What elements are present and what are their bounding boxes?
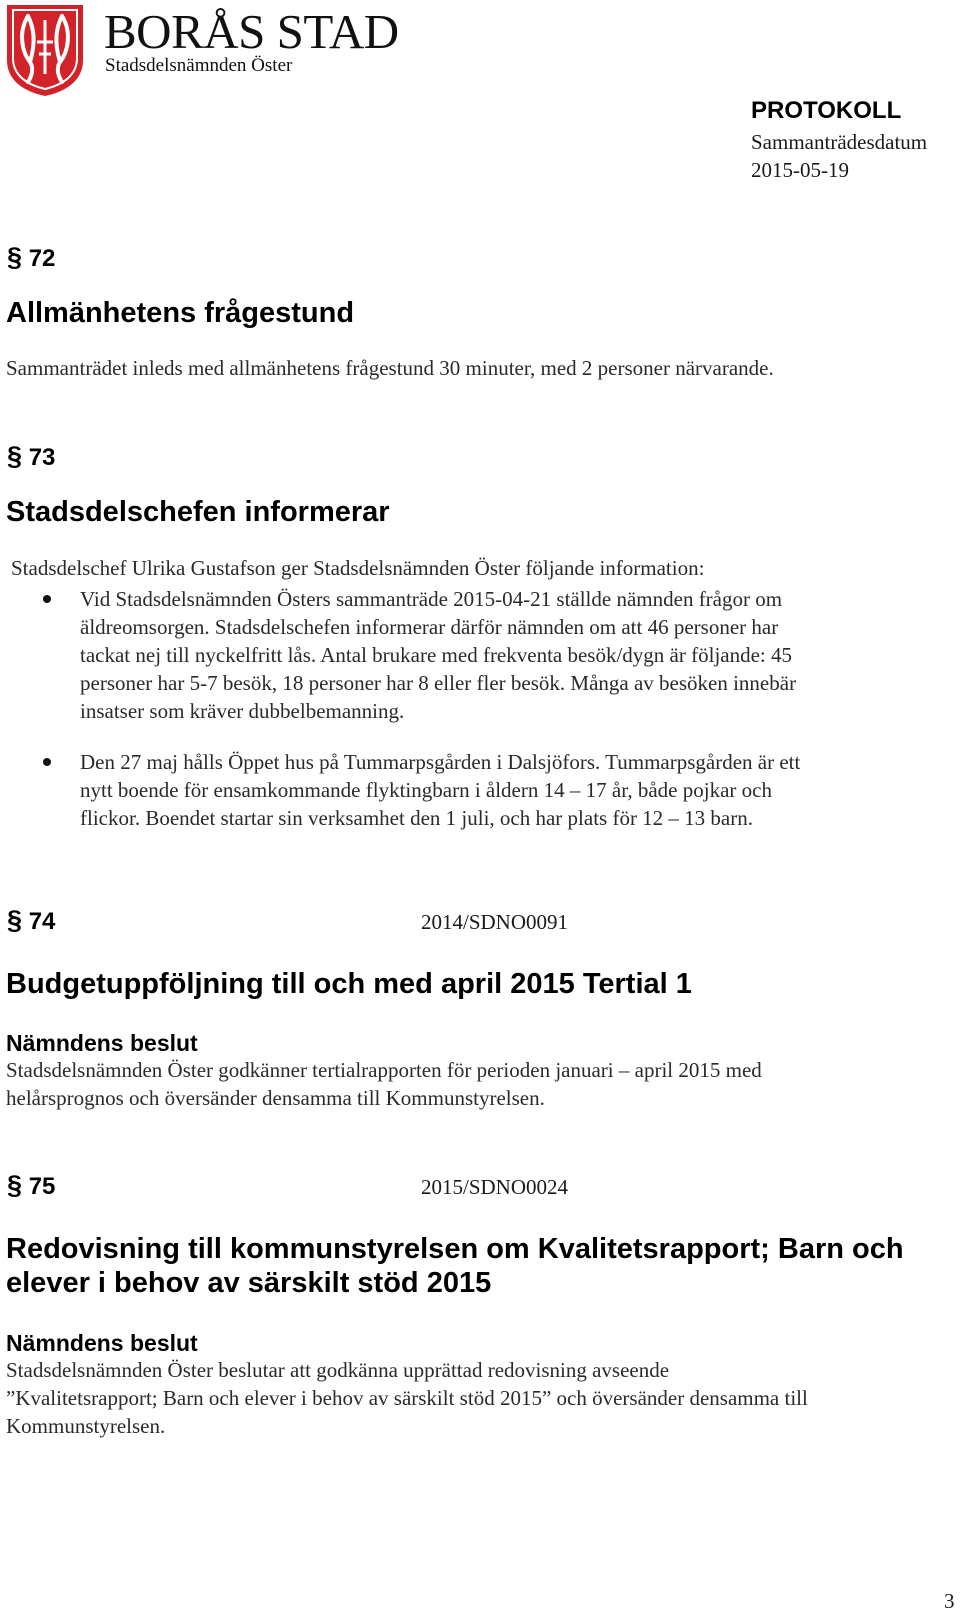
decision-label: Nämndens beslut [6, 1330, 198, 1356]
section-73-intro: Stadsdelschef Ulrika Gustafson ger Stadsdelsnämnden Öster följande information: [11, 556, 705, 580]
bullet-line: Den 27 maj hålls Öppet hus på Tummarpsgården i Dalsjöfors. Tummarpsgården är ett [80, 750, 801, 774]
section-number: 72 [28, 245, 56, 272]
section-sign-icon: § [7, 441, 23, 471]
bullet-line: flickor. Boendet startar sin verksamhet den 1 juli, och har plats för 12 – 13 barn. [80, 806, 753, 830]
page-number: 3 [944, 1589, 955, 1613]
decision-label: Nämndens beslut [6, 1030, 198, 1056]
section-75-decision-text [6, 1356, 808, 1440]
bullet-line: insatser som kräver dubbelbemanning. [80, 699, 405, 723]
decision-line: Stadsdelsnämnden Öster beslutar att godkänna upprättad redovisning avseende [6, 1358, 670, 1382]
decision-line: Stadsdelsnämnden Öster godkänner tertialrapporten för perioden januari – april 2015 med [6, 1058, 762, 1082]
section-75-heading [6, 1232, 904, 1300]
bullet-line: Vid Stadsdelsnämnden Östers sammanträde 2015-04-21 ställde nämnden frågor om [80, 587, 783, 611]
decision-line: helårsprognos och översänder densamma till Kommunstyrelsen. [6, 1086, 545, 1110]
section-73-number [7, 441, 55, 473]
case-number: 2015/SDNO0024 [421, 1175, 569, 1199]
bullet-line: äldreomsorgen. Stadsdelschefen informerar därför nämnden om att 46 personer har [80, 615, 779, 639]
section-number: 73 [28, 444, 56, 471]
bullet-line: personer har 5-7 besök, 18 personer har 8 eller fler besök. Många av besöken innebär [80, 671, 797, 695]
section-74-number [7, 905, 55, 937]
section-74-decision-text [6, 1056, 762, 1112]
section-73-bullet-1 [80, 585, 796, 725]
organization-name: BORÅS STAD [104, 4, 399, 59]
section-74-heading: Budgetuppföljning till och med april 2015 Tertial 1 [6, 968, 692, 1000]
section-72-heading: Allmänhetens frågestund [6, 297, 355, 329]
meeting-date: 2015-05-19 [751, 158, 849, 182]
section-75-number [7, 1170, 55, 1202]
decision-line: ”Kvalitetsrapport; Barn och elever i behov av särskilt stöd 2015” och översänder densamma till [6, 1386, 808, 1410]
decision-line: Kommunstyrelsen. [6, 1414, 166, 1438]
heading-line: Redovisning till kommunstyrelsen om Kvalitetsrapport; Barn och [6, 1233, 904, 1265]
section-number: 74 [28, 908, 56, 935]
section-73-heading: Stadsdelschefen informerar [6, 496, 390, 528]
section-sign-icon: § [7, 1170, 23, 1200]
section-72-text: Sammanträdet inleds med allmänhetens frågestund 30 minuter, med 2 personer närvarande. [6, 356, 774, 380]
section-number: 75 [28, 1173, 56, 1200]
boras-coat-of-arms-icon [4, 2, 86, 98]
section-sign-icon: § [7, 242, 23, 272]
section-sign-icon: § [7, 905, 23, 935]
organization-unit: Stadsdelsnämnden Öster [105, 55, 293, 76]
bullet-line: tackat nej till nyckelfritt lås. Antal brukare med frekventa besök/dygn är följande: 45 [80, 643, 793, 667]
heading-line: elever i behov av särskilt stöd 2015 [6, 1267, 492, 1299]
section-73-bullet-2 [80, 748, 800, 832]
bullet-icon [43, 758, 51, 766]
document-type: PROTOKOLL [751, 97, 902, 124]
case-number: 2014/SDNO0091 [421, 910, 569, 934]
bullet-line: nytt boende för ensamkommande flyktingbarn i åldern 14 – 17 år, både pojkar och [80, 778, 772, 802]
bullet-icon [43, 595, 51, 603]
section-72-number [7, 242, 55, 274]
meeting-date-label: Sammanträdesdatum [751, 130, 928, 154]
